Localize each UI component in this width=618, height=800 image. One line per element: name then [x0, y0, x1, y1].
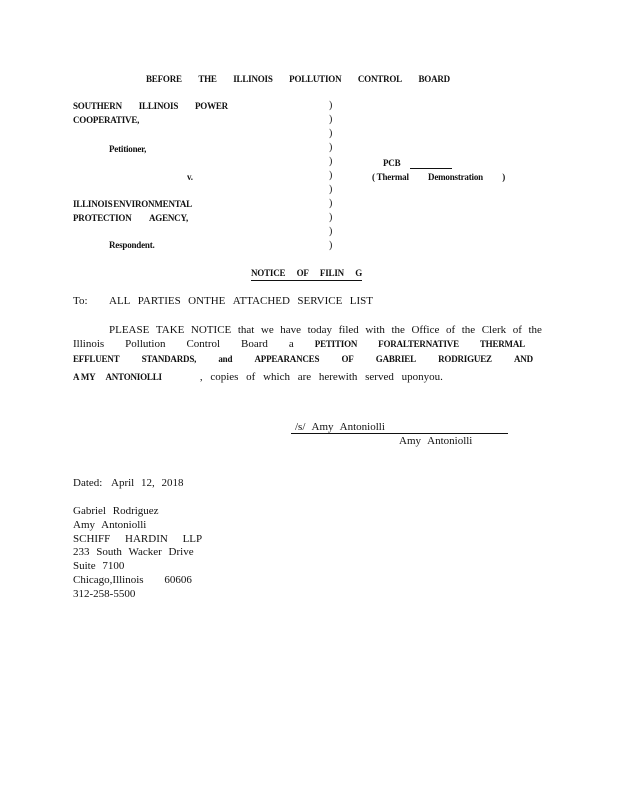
body-word: Control — [186, 338, 221, 350]
caption-paren: ) — [329, 212, 333, 223]
address-line: SCHIFF HARDIN LLP — [73, 533, 203, 545]
pcb-label: PCB — [383, 158, 401, 168]
signature-line — [291, 433, 508, 434]
petitioner-word: SOUTHERN — [73, 101, 122, 111]
to-word: ATTACHED — [232, 295, 290, 307]
body-word: OF — [341, 354, 354, 364]
heading-word: POLLUTION — [289, 74, 342, 84]
heading-word: BEFORE — [146, 74, 182, 84]
body-word: STANDARDS, — [141, 354, 197, 364]
respondent-word: ENVIRONMENTAL — [113, 199, 192, 209]
body-word: have — [280, 324, 302, 336]
address-line: 233 South Wacker Drive — [73, 546, 194, 558]
title-word: OF — [296, 268, 309, 278]
respondent-role: Respondent. — [109, 240, 155, 250]
title-word: FILIN — [319, 268, 344, 278]
body-word: TAKE — [155, 324, 185, 336]
body-word: filed — [338, 324, 359, 336]
caption-paren: ) — [329, 100, 333, 111]
body-line-3 — [73, 354, 533, 364]
to-word: LIST — [349, 295, 373, 307]
body-word: FORALTERNATIVE — [378, 339, 459, 349]
body-word: Board — [241, 338, 268, 350]
case-type-word: Demonstration — [428, 172, 483, 182]
respondent-word: AGENCY, — [148, 213, 188, 223]
body-word: THERMAL — [479, 339, 525, 349]
signer-name: Amy Antoniolli — [399, 435, 473, 447]
body-word: of — [512, 324, 522, 336]
address-line: Suite 7100 — [73, 560, 125, 572]
petitioner-name-line2: COOPERATIVE, — [73, 115, 140, 125]
body-word: a — [288, 338, 294, 350]
caption-paren: ) — [329, 114, 333, 125]
body-line-2 — [73, 338, 543, 350]
respondent-name-line1 — [73, 199, 192, 209]
body-word: Clerk — [481, 324, 507, 336]
body-word: of — [445, 324, 456, 336]
body-word: Illinois — [73, 338, 105, 350]
to-label: To: — [73, 295, 88, 307]
body-line-4 — [73, 367, 443, 385]
body-text: , copies of which are herewith served uponyou. — [199, 371, 443, 383]
body-word: PLEASE — [109, 324, 150, 336]
case-type-word: ) — [502, 172, 505, 182]
caption-paren: ) — [329, 128, 333, 139]
case-type — [372, 172, 505, 182]
heading-word: THE — [198, 74, 217, 84]
body-word: and — [218, 354, 233, 364]
address-line: Amy Antoniolli — [73, 519, 147, 531]
heading-word: ILLINOIS — [233, 74, 273, 84]
caption-paren: ) — [329, 170, 333, 181]
petitioner-role: Petitioner, — [109, 144, 147, 154]
electronic-signature: /s/ Amy Antoniolli — [295, 421, 385, 433]
body-word: with — [365, 324, 385, 336]
respondent-word: ILLINOIS — [73, 199, 113, 209]
petitioner-name-line1 — [73, 101, 228, 111]
body-word: GABRIEL — [375, 354, 416, 364]
caption-paren: ) — [329, 198, 333, 209]
body-word: AND — [514, 354, 533, 364]
body-line-1 — [109, 324, 542, 336]
petitioner-word: ILLINOIS — [138, 101, 179, 111]
heading-word: CONTROL — [357, 74, 402, 84]
body-word: PETITION — [314, 339, 358, 349]
body-word: APPEARANCES — [254, 354, 320, 364]
caption-paren: ) — [329, 226, 333, 237]
title-underline — [251, 280, 362, 281]
address-line: Gabriel Rodriguez — [73, 505, 159, 517]
body-word: the — [391, 324, 405, 336]
caption-paren: ) — [329, 240, 333, 251]
body-word: EFFLUENT — [73, 354, 120, 364]
address-line: Chicago,Illinois 60606 — [73, 574, 192, 586]
respondent-name-line2 — [73, 213, 188, 223]
body-word: Office — [411, 324, 440, 336]
respondent-word: PROTECTION — [73, 213, 132, 223]
body-word: ANTONIOLLI — [105, 372, 162, 382]
court-heading — [146, 74, 450, 84]
body-word: today — [307, 324, 333, 336]
body-word: NOTICE — [190, 324, 232, 336]
address-line: 312-258-5500 — [73, 588, 136, 600]
caption-paren: ) — [329, 156, 333, 167]
title-word: G — [355, 268, 362, 278]
dated-value: April 12, 2018 — [111, 477, 184, 489]
heading-word: BOARD — [418, 74, 450, 84]
notice-title — [251, 268, 362, 278]
dated-label: Dated: — [73, 477, 103, 489]
pcb-number-blank — [410, 168, 452, 169]
case-type-word: ( Thermal — [372, 172, 409, 182]
to-recipients — [109, 295, 373, 307]
versus: v. — [187, 172, 193, 182]
body-word: the — [528, 324, 542, 336]
title-word: NOTICE — [251, 268, 286, 278]
body-word: we — [260, 324, 274, 336]
body-word: that — [237, 324, 255, 336]
body-word: Pollution — [125, 338, 166, 350]
to-word: PARTIES — [137, 295, 181, 307]
petitioner-word: POWER — [194, 101, 228, 111]
to-word: ALL — [109, 295, 131, 307]
to-word: ONTHE — [188, 295, 226, 307]
body-word: A MY — [73, 372, 96, 382]
caption-paren: ) — [329, 142, 333, 153]
to-word: SERVICE — [297, 295, 343, 307]
body-word: the — [461, 324, 476, 336]
caption-paren: ) — [329, 184, 333, 195]
body-word: RODRIGUEZ — [438, 354, 492, 364]
